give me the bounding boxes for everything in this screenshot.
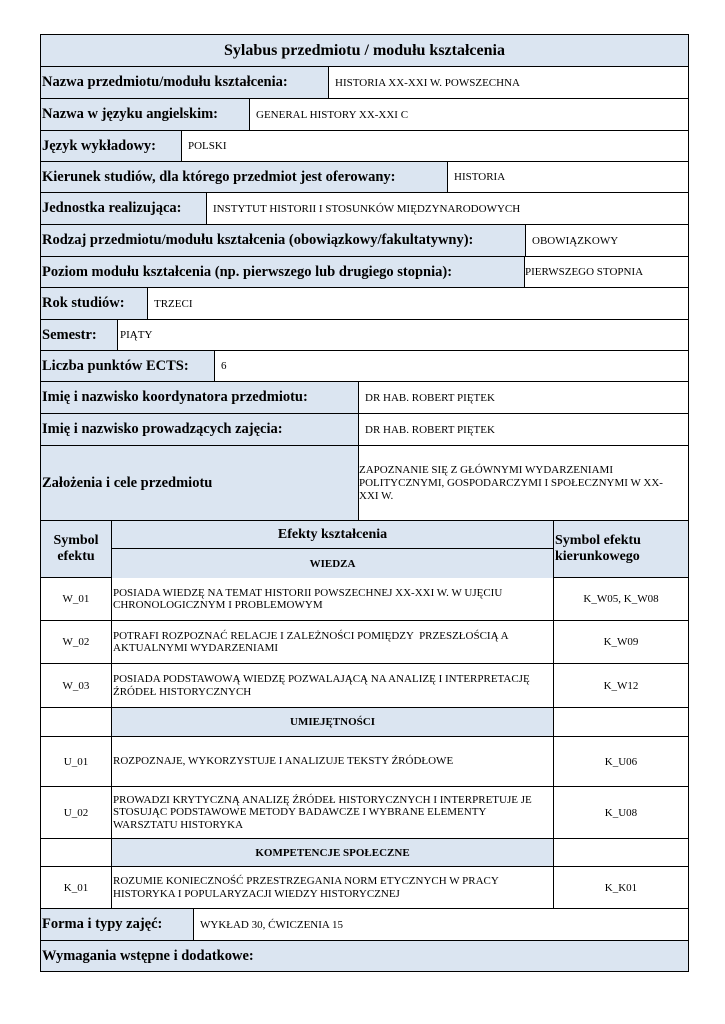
effect-program-symbol: K_K01: [604, 881, 638, 894]
field-value: TRZECI: [148, 288, 688, 319]
field-row-language: [40, 131, 689, 162]
field-label: Język wykładowy:: [41, 131, 182, 161]
field-row-unit: [40, 193, 689, 225]
effect-text: ROZUMIE KONIECZNOŚĆ PRZESTRZEGANIA NORM ETYCZNYCH W PRACY HISTORYKA I POPULARYZACJI WIEDZY HISTORYCZNEJ: [112, 867, 554, 908]
field-label: Rok studiów:: [41, 288, 148, 319]
page-title: Sylabus przedmiotu / modułu kształcenia: [41, 35, 688, 66]
col-header-symbol: Symbol efektu: [41, 521, 112, 578]
field-row-requirements: [40, 941, 689, 972]
field-value: POLSKI: [182, 131, 688, 161]
effect-text: PROWADZI KRYTYCZNĄ ANALIZĘ ŹRÓDEŁ HISTORYCZNYCH I INTERPRETUJE JE STOSUJĄC PODSTAWOWE METODY BADAWCZE I WYBRANE ELEMENTY WARSZTATU HISTORYKA: [112, 787, 554, 839]
section-header-knowledge: WIEDZA: [112, 549, 554, 578]
field-row-english-name: [40, 99, 689, 131]
field-value: DR HAB. ROBERT PIĘTEK: [359, 382, 688, 413]
field-row-level: [40, 257, 689, 288]
field-label: Forma i typy zajęć:: [41, 909, 194, 940]
effect-program-symbol: K_W05, K_W08: [554, 578, 688, 621]
section-spacer: [554, 839, 688, 867]
field-row-forms: [40, 909, 689, 941]
field-label: Nazwa przedmiotu/modułu kształcenia:: [41, 67, 329, 98]
effect-symbol: W_01: [41, 578, 112, 621]
field-value: WYKŁAD 30, ĆWICZENIA 15: [194, 909, 688, 940]
effect-program-symbol: K_W12: [554, 664, 688, 708]
field-row-goals: [40, 446, 689, 521]
field-row-year: [40, 288, 689, 320]
field-label: Poziom modułu kształcenia (np. pierwszego lub drugiego stopnia):: [41, 257, 525, 287]
field-value: HISTORIA XX-XXI W. POWSZECHNA: [329, 67, 688, 98]
effect-text: POSIADA WIEDZĘ NA TEMAT HISTORII POWSZECHNEJ XX-XXI W. W UJĘCIU CHRONOLOGICZNYM I PROBLEMOWYM: [112, 578, 554, 621]
field-label: Nazwa w języku angielskim:: [41, 99, 250, 130]
effect-program-symbol: K_W09: [554, 621, 688, 664]
field-label: Semestr:: [41, 320, 118, 350]
field-row-semester: [40, 320, 689, 351]
effect-text: POSIADA PODSTAWOWĄ WIEDZĘ POZWALAJĄCĄ NA ANALIZĘ I INTERPRETACJĘ ŹRÓDEŁ HISTORYCZNYCH: [112, 664, 554, 708]
field-label: Imię i nazwisko koordynatora przedmiotu:: [41, 382, 359, 413]
field-row-course-type: [40, 225, 689, 257]
effect-symbol: W_03: [41, 664, 112, 708]
section-spacer: [41, 839, 112, 867]
field-value: PIĄTY: [118, 320, 688, 350]
field-label: Imię i nazwisko prowadzących zajęcia:: [41, 414, 359, 445]
effect-program-symbol: K_U08: [554, 787, 688, 839]
field-value: INSTYTUT HISTORII I STOSUNKÓW MIĘDZYNARODOWYCH: [207, 193, 688, 224]
section-header-skills: UMIEJĘTNOŚCI: [112, 708, 554, 737]
effect-symbol: U_01: [41, 737, 112, 787]
field-label: Liczba punktów ECTS:: [41, 351, 215, 381]
field-row-field-of-study: [40, 162, 689, 193]
field-label: Kierunek studiów, dla którego przedmiot jest oferowany:: [41, 162, 448, 192]
field-value: OBOWIĄZKOWY: [526, 225, 688, 256]
effect-symbol: K_01: [41, 867, 112, 908]
field-label: Wymagania wstępne i dodatkowe:: [41, 941, 688, 971]
field-value: PIERWSZEGO STOPNIA: [525, 257, 688, 287]
goals-value: ZAPOZNANIE SIĘ Z GŁÓWNYMI WYDARZENIAMI POLITYCZNYMI, GOSPODARCZYMI I SPOŁECZNYMI W XX-XXI W.: [359, 463, 663, 502]
syllabus-title-row: [40, 34, 689, 67]
effect-symbol: W_02: [41, 621, 112, 664]
section-spacer: [554, 708, 688, 737]
section-header-social-competences: KOMPETENCJE SPOŁECZNE: [112, 839, 554, 867]
field-label: Założenia i cele przedmiotu: [41, 446, 359, 520]
effect-symbol: U_02: [41, 787, 112, 839]
field-value: HISTORIA: [448, 162, 688, 192]
field-value: GENERAL HISTORY XX-XXI C: [250, 99, 688, 130]
field-label: Rodzaj przedmiotu/modułu kształcenia (obowiązkowy/fakultatywny):: [41, 225, 526, 256]
effect-text: ROZPOZNAJE, WYKORZYSTUJE I ANALIZUJE TEKSTY ŹRÓDŁOWE: [112, 737, 554, 787]
effect-program-symbol: K_U06: [554, 737, 688, 787]
field-label: Jednostka realizująca:: [41, 193, 207, 224]
field-row-ects: [40, 351, 689, 382]
effects-table: [40, 521, 689, 909]
col-header-effects: Efekty kształcenia: [112, 521, 554, 549]
field-row-course-name: [40, 67, 689, 99]
field-row-coordinator: [40, 382, 689, 414]
field-value: DR HAB. ROBERT PIĘTEK: [359, 414, 688, 445]
effect-text: POTRAFI ROZPOZNAĆ RELACJE I ZALEŻNOŚCI POMIĘDZY PRZESZŁOŚCIĄ A AKTUALNYMI WYDARZENIAMI: [112, 621, 554, 664]
section-spacer: [41, 708, 112, 737]
col-header-program-symbol: Symbol efektu kierunkowego: [554, 521, 688, 578]
field-value: 6: [215, 351, 688, 381]
field-row-instructors: [40, 414, 689, 446]
